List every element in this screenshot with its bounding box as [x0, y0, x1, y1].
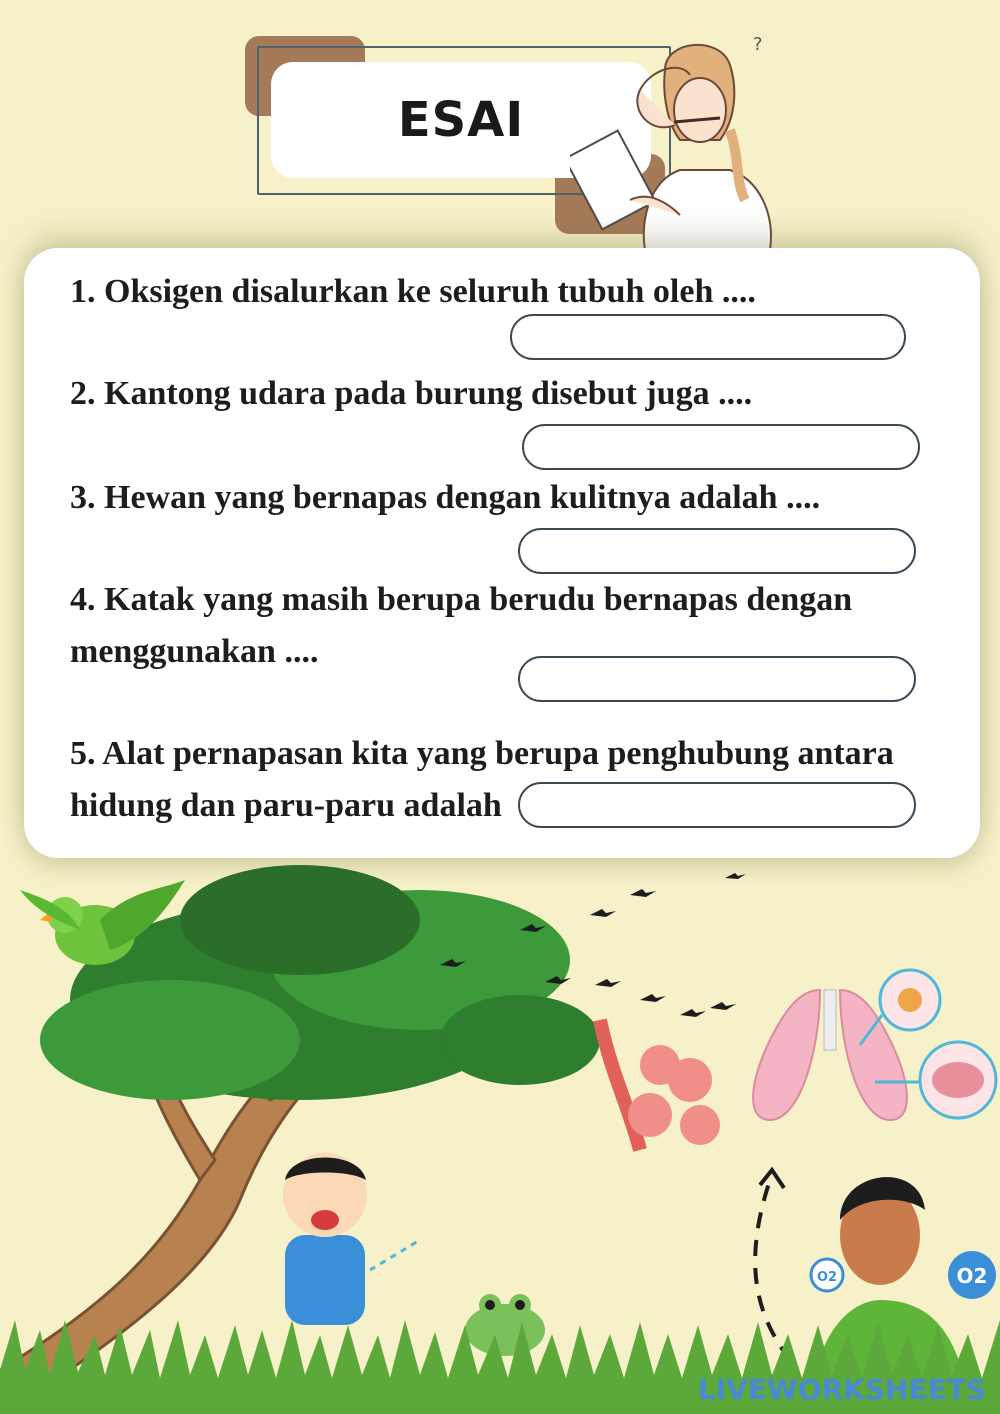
alveoli-icon: [600, 1020, 720, 1150]
question-card: [24, 248, 980, 858]
question-1: 1. Oksigen disalurkan ke seluruh tubuh oleh ....: [70, 273, 756, 310]
svg-text:?: ?: [753, 34, 763, 55]
question-5-line-2: hidung dan paru-paru adalah: [70, 787, 502, 824]
question-5-line-1: 5. Alat pernapasan kita yang berupa penghubung antara: [70, 735, 894, 772]
answer-5-input[interactable]: [518, 782, 916, 828]
question-4-line-2: menggunakan ....: [70, 633, 319, 670]
thinking-woman-illustration: [570, 30, 800, 250]
answer-3-input[interactable]: [518, 528, 916, 574]
page-title: ESAI: [397, 92, 525, 148]
watermark: LIVEWORKSHEETS: [697, 1373, 986, 1406]
nature-scene: [0, 850, 1000, 1414]
boy-icon: [283, 1153, 420, 1325]
answer-4-input[interactable]: [518, 656, 916, 702]
frog-icon: [465, 1294, 545, 1356]
question-4-line-1: 4. Katak yang masih berupa berudu bernapas dengan: [70, 581, 853, 618]
question-2: 2. Kantong udara pada burung disebut juga ....: [70, 375, 753, 412]
o2-small-label: O2: [816, 1270, 838, 1285]
o2-label: O2: [956, 1264, 988, 1288]
lungs-icon: [753, 970, 996, 1120]
question-3: 3. Hewan yang bernapas dengan kulitnya adalah ....: [70, 479, 821, 516]
answer-1-input[interactable]: [510, 314, 906, 360]
answer-2-input[interactable]: [522, 424, 920, 470]
